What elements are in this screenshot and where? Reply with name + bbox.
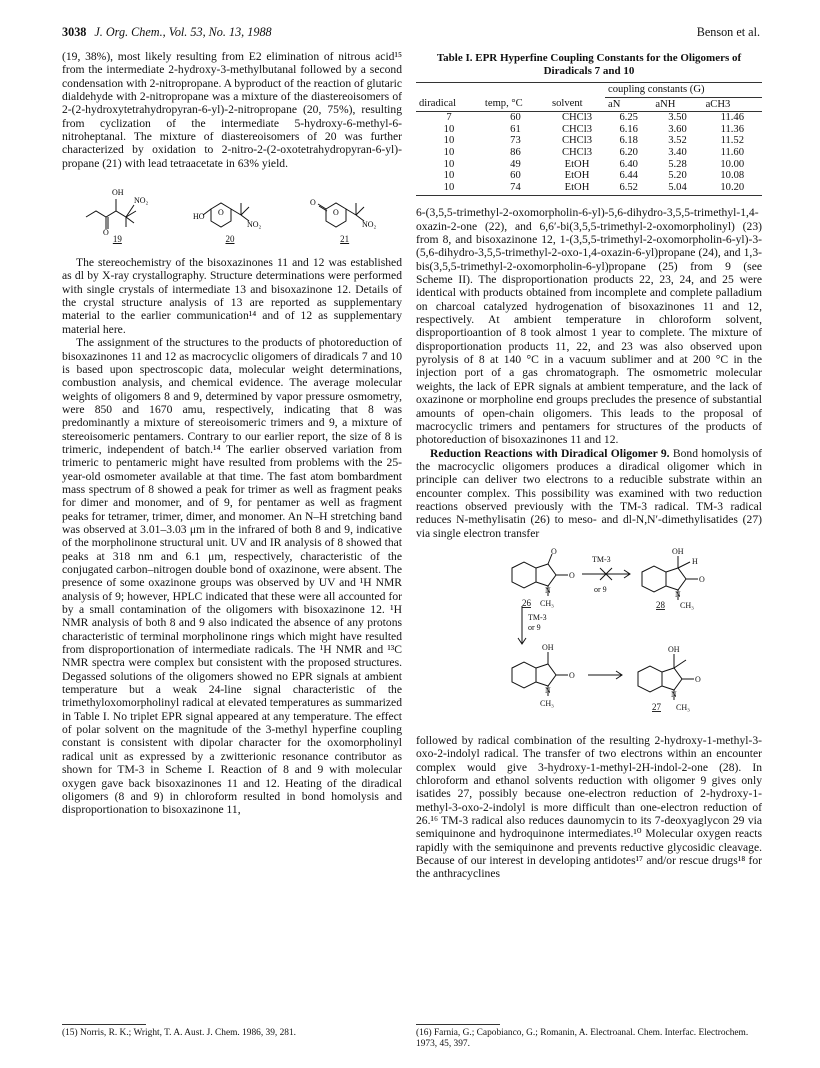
methyl-label: CH₃	[676, 702, 690, 712]
methyl-label: CH₃	[540, 598, 554, 608]
atom-o: O	[695, 674, 701, 684]
table-row	[416, 159, 762, 171]
left-column	[62, 50, 402, 817]
table-cell: 10	[443, 135, 455, 147]
table-cell: 5.28	[668, 158, 687, 170]
table-cell: 3.40	[668, 146, 687, 158]
table-cell: 11.52	[720, 135, 745, 147]
compound-label-28: 28	[656, 599, 665, 610]
authors-header: Benson et al.	[696, 25, 760, 39]
compound-label: 19	[112, 233, 122, 244]
table-cell: 6.44	[619, 170, 638, 182]
paragraph	[416, 447, 762, 540]
atom-o: O	[332, 207, 339, 217]
atom-no2: NO₂	[134, 195, 149, 205]
table-cell: 10	[443, 146, 455, 158]
structures-19-20-21	[62, 176, 402, 246]
table-group-header: coupling constants (G)	[605, 83, 762, 98]
footnote-rule	[62, 1024, 146, 1025]
table-cell: 6.52	[605, 182, 652, 196]
atom-oh: OH	[672, 547, 684, 556]
atom-o: O	[551, 547, 557, 556]
table-cell: 5.04	[652, 182, 702, 196]
atom-n: N	[545, 685, 551, 695]
table-cell: 6.16	[619, 123, 638, 135]
table-cell: 60	[510, 170, 521, 182]
table-row	[416, 147, 762, 159]
atom-oh: OH	[668, 644, 680, 654]
table-cell: 49	[510, 158, 521, 170]
table-cell: 74	[482, 182, 549, 196]
table-cell: CHCl3	[561, 112, 592, 124]
table-cell: 10	[443, 170, 455, 182]
reagent-or9: or 9	[528, 622, 541, 632]
table-cell: 6.40	[619, 158, 638, 170]
paragraph: (19, 38%), most likely resulting from E2 elimination of nitrous acid¹⁵ from the intermediate 2-hydroxy-3-methylbutanal followed by a second condensation with 2-nitropropane. A byproduct of the reaction of glutaric dialdehyde with 2-nitropropane was a mixture of the diastereoisomers of 2-(2-hydroxytetrahydropyran-6-yl)-2-nitropropane (20, 75%), resulting from cyclization of the intermediate 5-hydroxy-6-methyl-6-nitroheptanal. The mixture of diastereoisomers of 20 was further characterized by oxidation to 2-nitro-2-(2-oxotetrahydropyran-6-yl)-propane (21) with lead tetraacetate in 63% yield.	[62, 50, 402, 170]
table-cell: 3.50	[668, 112, 687, 124]
atom-oh: OH	[542, 642, 554, 652]
table-cell: 11.46	[720, 112, 745, 124]
table-cell: 11.60	[720, 146, 745, 158]
isatin-reduction-scheme	[416, 548, 762, 726]
table-header-cell: temp, °C	[482, 97, 549, 112]
table-cell: 6.20	[619, 146, 638, 158]
table-title: Table I. EPR Hyperfine Coupling Constants for the Oligomers of Diradicals 7 and 10	[436, 52, 742, 77]
atom-o: O	[569, 570, 575, 580]
atom-n: N	[545, 585, 551, 595]
page-number: 3038	[62, 25, 87, 39]
paragraph: followed by radical combination of the resulting 2-hydroxy-1-methyl-3-oxo-2-indolyl radical. The transfer of two electrons within an encounter complex would give 3-hydroxy-1-methyl-2H-indol-2-one (28). In chloroform and ethanol solvents reduction with oligomer 9 gives only isatides 27, possibly because one-electron reduction of 2-hydroxy-1-methyl-3-oxo-2-indolyl is more difficult than one-electron reduction of 26.¹⁶ TM-3 radical also reduces daunomycin to its 7-deoxyaglycon 29 via semiquinone and hydroquinone intermediates.¹⁰ Molecular oxygen reacts rapidly with the semiquinone and prevents reductive glycosidic cleavage. Because of our interest in developing antidotes¹⁷ and/or rescue drugs¹⁸ for the anthracyclines	[416, 733, 762, 881]
running-header	[62, 25, 272, 40]
table-row	[416, 135, 762, 147]
methyl-label: CH₃	[680, 600, 694, 610]
paragraph-text: Bond homolysis of the macrocyclic oligomers produces a diradical oligomer which in principle can deliver two electrons to a reducible substrate within an encounter complex. This possibility was examined with two reduction reactions observed previously with the TM-3 radical. TM-3 radical reduces N-methylisatin (26) to meso- and dl-N,N′-dimethylisatides (27) via single electron transfer	[416, 446, 762, 540]
atom-no2: NO₂	[246, 219, 262, 229]
table-header-cell: aCH3	[703, 97, 762, 112]
table-cell: 73	[510, 135, 521, 147]
structure-20	[193, 177, 267, 246]
table-cell: EtOH	[564, 158, 590, 170]
scheme-drawing	[416, 548, 762, 726]
table-cell: CHCl3	[561, 146, 592, 158]
atom-o: O	[699, 574, 705, 584]
table-cell: 3.60	[668, 123, 687, 135]
table-cell: 60	[510, 112, 521, 124]
table-cell: 10.08	[720, 170, 745, 182]
structure-19	[82, 177, 152, 246]
atom-o: O	[569, 670, 575, 680]
section-heading: Reduction Reactions with Diradical Oligomer 9.	[430, 446, 670, 460]
table-cell: 10.20	[703, 182, 762, 196]
table-body	[416, 112, 762, 196]
atom-o: O	[309, 197, 316, 207]
table-cell: 86	[510, 146, 521, 158]
compound-label: 21	[340, 233, 350, 244]
atom-oh: OH	[112, 187, 124, 197]
table-cell: 10.00	[720, 158, 745, 170]
table-row	[416, 182, 762, 196]
table-cell: 6.18	[619, 135, 638, 147]
table-cell: 7	[446, 112, 452, 124]
table-cell: EtOH	[564, 170, 590, 182]
atom-n: N	[675, 589, 681, 599]
atom-h: H	[692, 556, 698, 566]
table-cell: 10	[443, 158, 455, 170]
table-row	[416, 124, 762, 136]
reagent-tm3: TM-3	[528, 612, 547, 622]
atom-ho: HO	[192, 211, 205, 221]
table-cell: 6.25	[619, 112, 638, 124]
atom-o: O	[217, 207, 224, 217]
reagent-tm3: TM-3	[592, 554, 611, 564]
table-cell: 10	[443, 123, 455, 135]
compound-label: 20	[225, 233, 235, 244]
table-cell: CHCl3	[561, 135, 592, 147]
table-header-cell: aNH	[652, 97, 702, 112]
paragraph: 6-(3,5,5-trimethyl-2-oxomorpholin-6-yl)-5,6-dihydro-3,5,5-trimethyl-1,4-oxazin-2-one (22), and 6,6′-bi(3,5,5-trimethyl-2-oxomorpholinyl) (23) from 8, and bisoxazinone 12, 1-(3,5,5-trimethyl-2-oxomorpholin-6-yl)-3-(5,6-dihydro-3,5,5-trimethyl-2-oxo-1,4-oxazin-6-yl)propane (24), and 1,3-bis(3,5,5-trimethyl-2-oxomorpholin-6-yl)propane (25) from 9 (see Scheme II). The disproportionation products 22, 23, 24, and 25 were identical with products obtained from incomplete and complete palladium on charcoal catalyzed hydrogenation of bisoxazinones 11 and 12, respectively. At ambient temperature in chloroform solvent, disproportioantion of 8 took almost 1 year to complete. The mixture of disproportionation products 11, 22, and 23 was also observed upon pyrolysis of 8 at 140 °C in a vacuum sublimer and at 200 °C in the injection port of a gas chromatograph. The osmometric molecular weights, the lack of EPR signals at ambient temperature, and the lack of oxazinone or morpholine end groups precludes the presence of substantial amounts of open-chain oligomers. This leads to the proposal of macrocyclic trimers and pentamers for structures of the products of photoreduction of bisoxazinones 11 and 12.	[416, 206, 762, 447]
table-cell: 5.20	[668, 170, 687, 182]
right-column	[416, 50, 762, 881]
table-cell: 3.52	[668, 135, 687, 147]
table-header-cell: diradical	[416, 97, 482, 112]
footnote: (16) Farnia, G.; Capobianco, G.; Romanin, A. Electroanal. Chem. Interfac. Electrochem. 1973, 45, 397.	[416, 1028, 749, 1049]
structure-21-drawing	[308, 177, 382, 235]
paragraph: The stereochemistry of the bisoxazinones 11 and 12 was established as dl by X-ray crystallography. Structure determinations were performed with single crystals of intermediate 13 and bisoxazinone 12. Details of the crystal structure analysis of 13 are reported as supplementary material to the earlier communication¹⁴ and of 12 as supplementary material here.	[62, 256, 402, 336]
compound-label-26: 26	[522, 597, 531, 608]
atom-no2: NO₂	[361, 219, 376, 229]
epr-table	[416, 82, 762, 196]
table-cell: 61	[510, 123, 521, 135]
table-cell: 10	[416, 182, 482, 196]
table-cell: CHCl3	[561, 123, 592, 135]
methyl-label: CH₃	[540, 698, 554, 708]
structure-20-drawing	[193, 177, 267, 235]
journal-citation: J. Org. Chem., Vol. 53, No. 13, 1988	[94, 25, 272, 39]
table-row	[416, 112, 762, 124]
table-cell: EtOH	[549, 182, 605, 196]
reagent-or9: or 9	[594, 584, 607, 594]
compound-label-27: 27	[652, 701, 661, 712]
table-cell: 11.36	[720, 123, 745, 135]
table-header-cell: solvent	[549, 97, 605, 112]
structure-21	[308, 177, 382, 246]
footnote: (15) Norris, R. K.; Wright, T. A. Aust. J. Chem. 1986, 39, 281.	[62, 1028, 296, 1038]
atom-o: O	[103, 227, 110, 235]
structure-19-drawing	[82, 177, 152, 235]
atom-n: N	[671, 689, 677, 699]
table-header-cell: aN	[605, 97, 652, 112]
footnote-rule	[416, 1024, 500, 1025]
paragraph: The assignment of the structures to the products of photoreduction of bisoxazinones 11 and 12 as macrocyclic oligomers of diradicals 7 and 10 is based upon spectroscopic data, molecular weight determinations, combustion analysis, and chemical evidence. The average molecular weights of oligomers 8 and 9, determined by vapor pressure osmometry, were 850 and 1670 amu, respectively, indicating that 8 was predominantly a mixture of stereoisomeric trimers and 9, a mixture of stereoisomeric pentamers. Contrary to our earlier report, the size of 8 is trimeric, independent of batch.¹⁴ The earlier observed variation from trimeric to pentameric might have resulted from problems with the 25-year-old osmometer available at that time. The fast atom bombardment mass spectrum of 8 showed a peak for trimer as well as fragment peaks for dimer and monomer, and of 9, for pentamer as well as fragment peaks for tetramer, trimer, dimer, and monomer. An N–H stretching band was observed at 3.01–3.03 μm in the infrared of both 8 and 9, indicative of the morpholinone structural unit. UV and IR analysis of 8 showed that peaks at 318 nm and 6.1 μm, respectively, characteristic of the conjugated carbon–nitrogen double bond of oxazinone, were absent. The presence of some oxazinone groups was observed by UV and ¹H NMR analysis of 9; however, HPLC indicated that these were all accounted for by a small contamination of the oligomers with bisoxazinone 12. ¹H NMR analysis of both 8 and 9 also indicated the absence of any protons characteristic of terminal morpholinone rings which might have resulted from disproportionation of intermediate radicals. The ¹H NMR and ¹³C NMR spectra were complex but consistent with the proposed structures. Degassed solutions of the oligomers showed no EPR signals at ambient temperature but a weak 24-line signal characteristic of the trimethyloxomorpholinyl radical at elevated temperatures as summarized in Table I. No triplet EPR signal appeared at any temperature. The effect of polar solvent on the magnitude of the 3-methyl hyperfine coupling constant is consistent with dipolar character for the oxomorpholinyl radical unit as expressed by a zwitterionic resonance contributor as shown for TM-3 in Scheme I. Reaction of 8 and 9 with molecular oxygen gave back bisoxazinones 11 and 12. Heating of the diradical oligomers (8 and 9) in chloroform resulted in bond homolysis and disproportionation to bisoxazinone 11,	[62, 336, 402, 817]
table-row	[416, 170, 762, 182]
